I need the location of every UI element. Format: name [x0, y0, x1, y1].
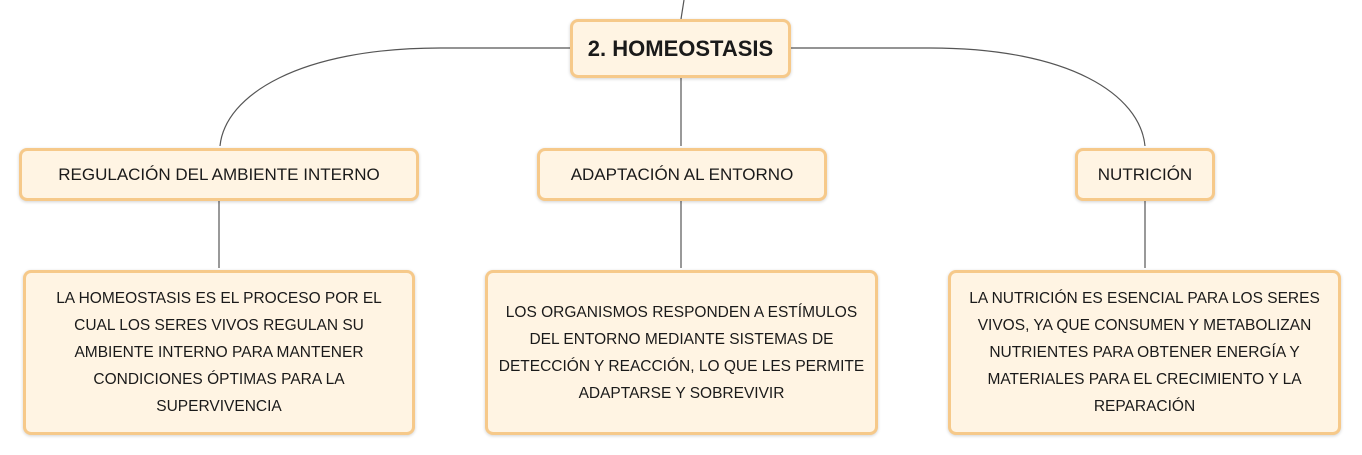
description-text: LOS ORGANISMOS RESPONDEN A ESTÍMULOS DEL ENTORNO MEDIANTE SISTEMAS DE DETECCIÓN Y REACCIÓN, LO QUE LES PERMITE ADAPTARSE Y SOBREVIVIR [498, 303, 865, 402]
root-node[interactable] [570, 19, 791, 78]
description-node-nutrition[interactable] [948, 270, 1341, 435]
connector-root-to-branch-3 [791, 48, 1145, 146]
branch-node-label: ADAPTACIÓN AL ENTORNO [570, 164, 794, 184]
branch-node-adaptation[interactable] [537, 148, 827, 201]
branch-node-regulation[interactable] [19, 148, 419, 201]
branch-node-label: NUTRICIÓN [1097, 164, 1193, 184]
description-node-regulation[interactable] [23, 270, 415, 435]
incoming-connector [681, 0, 684, 19]
branch-node-label: REGULACIÓN DEL AMBIENTE INTERNO [58, 164, 380, 184]
description-text: LA HOMEOSTASIS ES EL PROCESO POR EL CUAL LOS SERES VIVOS REGULAN SU AMBIENTE INTERNO PARA MANTENER CONDICIONES ÓPTIMAS PARA LA SUPERVIVENCIA [56, 290, 382, 415]
description-text: LA NUTRICIÓN ES ESENCIAL PARA LOS SERES VIVOS, YA QUE CONSUMEN Y METABOLIZAN NUTRIENTES PARA OBTENER ENERGÍA Y MATERIALES PARA EL CRECIMIENTO Y LA REPARACIÓN [969, 290, 1320, 415]
description-node-adaptation[interactable] [485, 270, 878, 435]
connector-root-to-branch-1 [220, 48, 570, 146]
branch-node-nutrition[interactable] [1075, 148, 1215, 201]
root-node-label: 2. HOMEOSTASIS [587, 35, 774, 61]
